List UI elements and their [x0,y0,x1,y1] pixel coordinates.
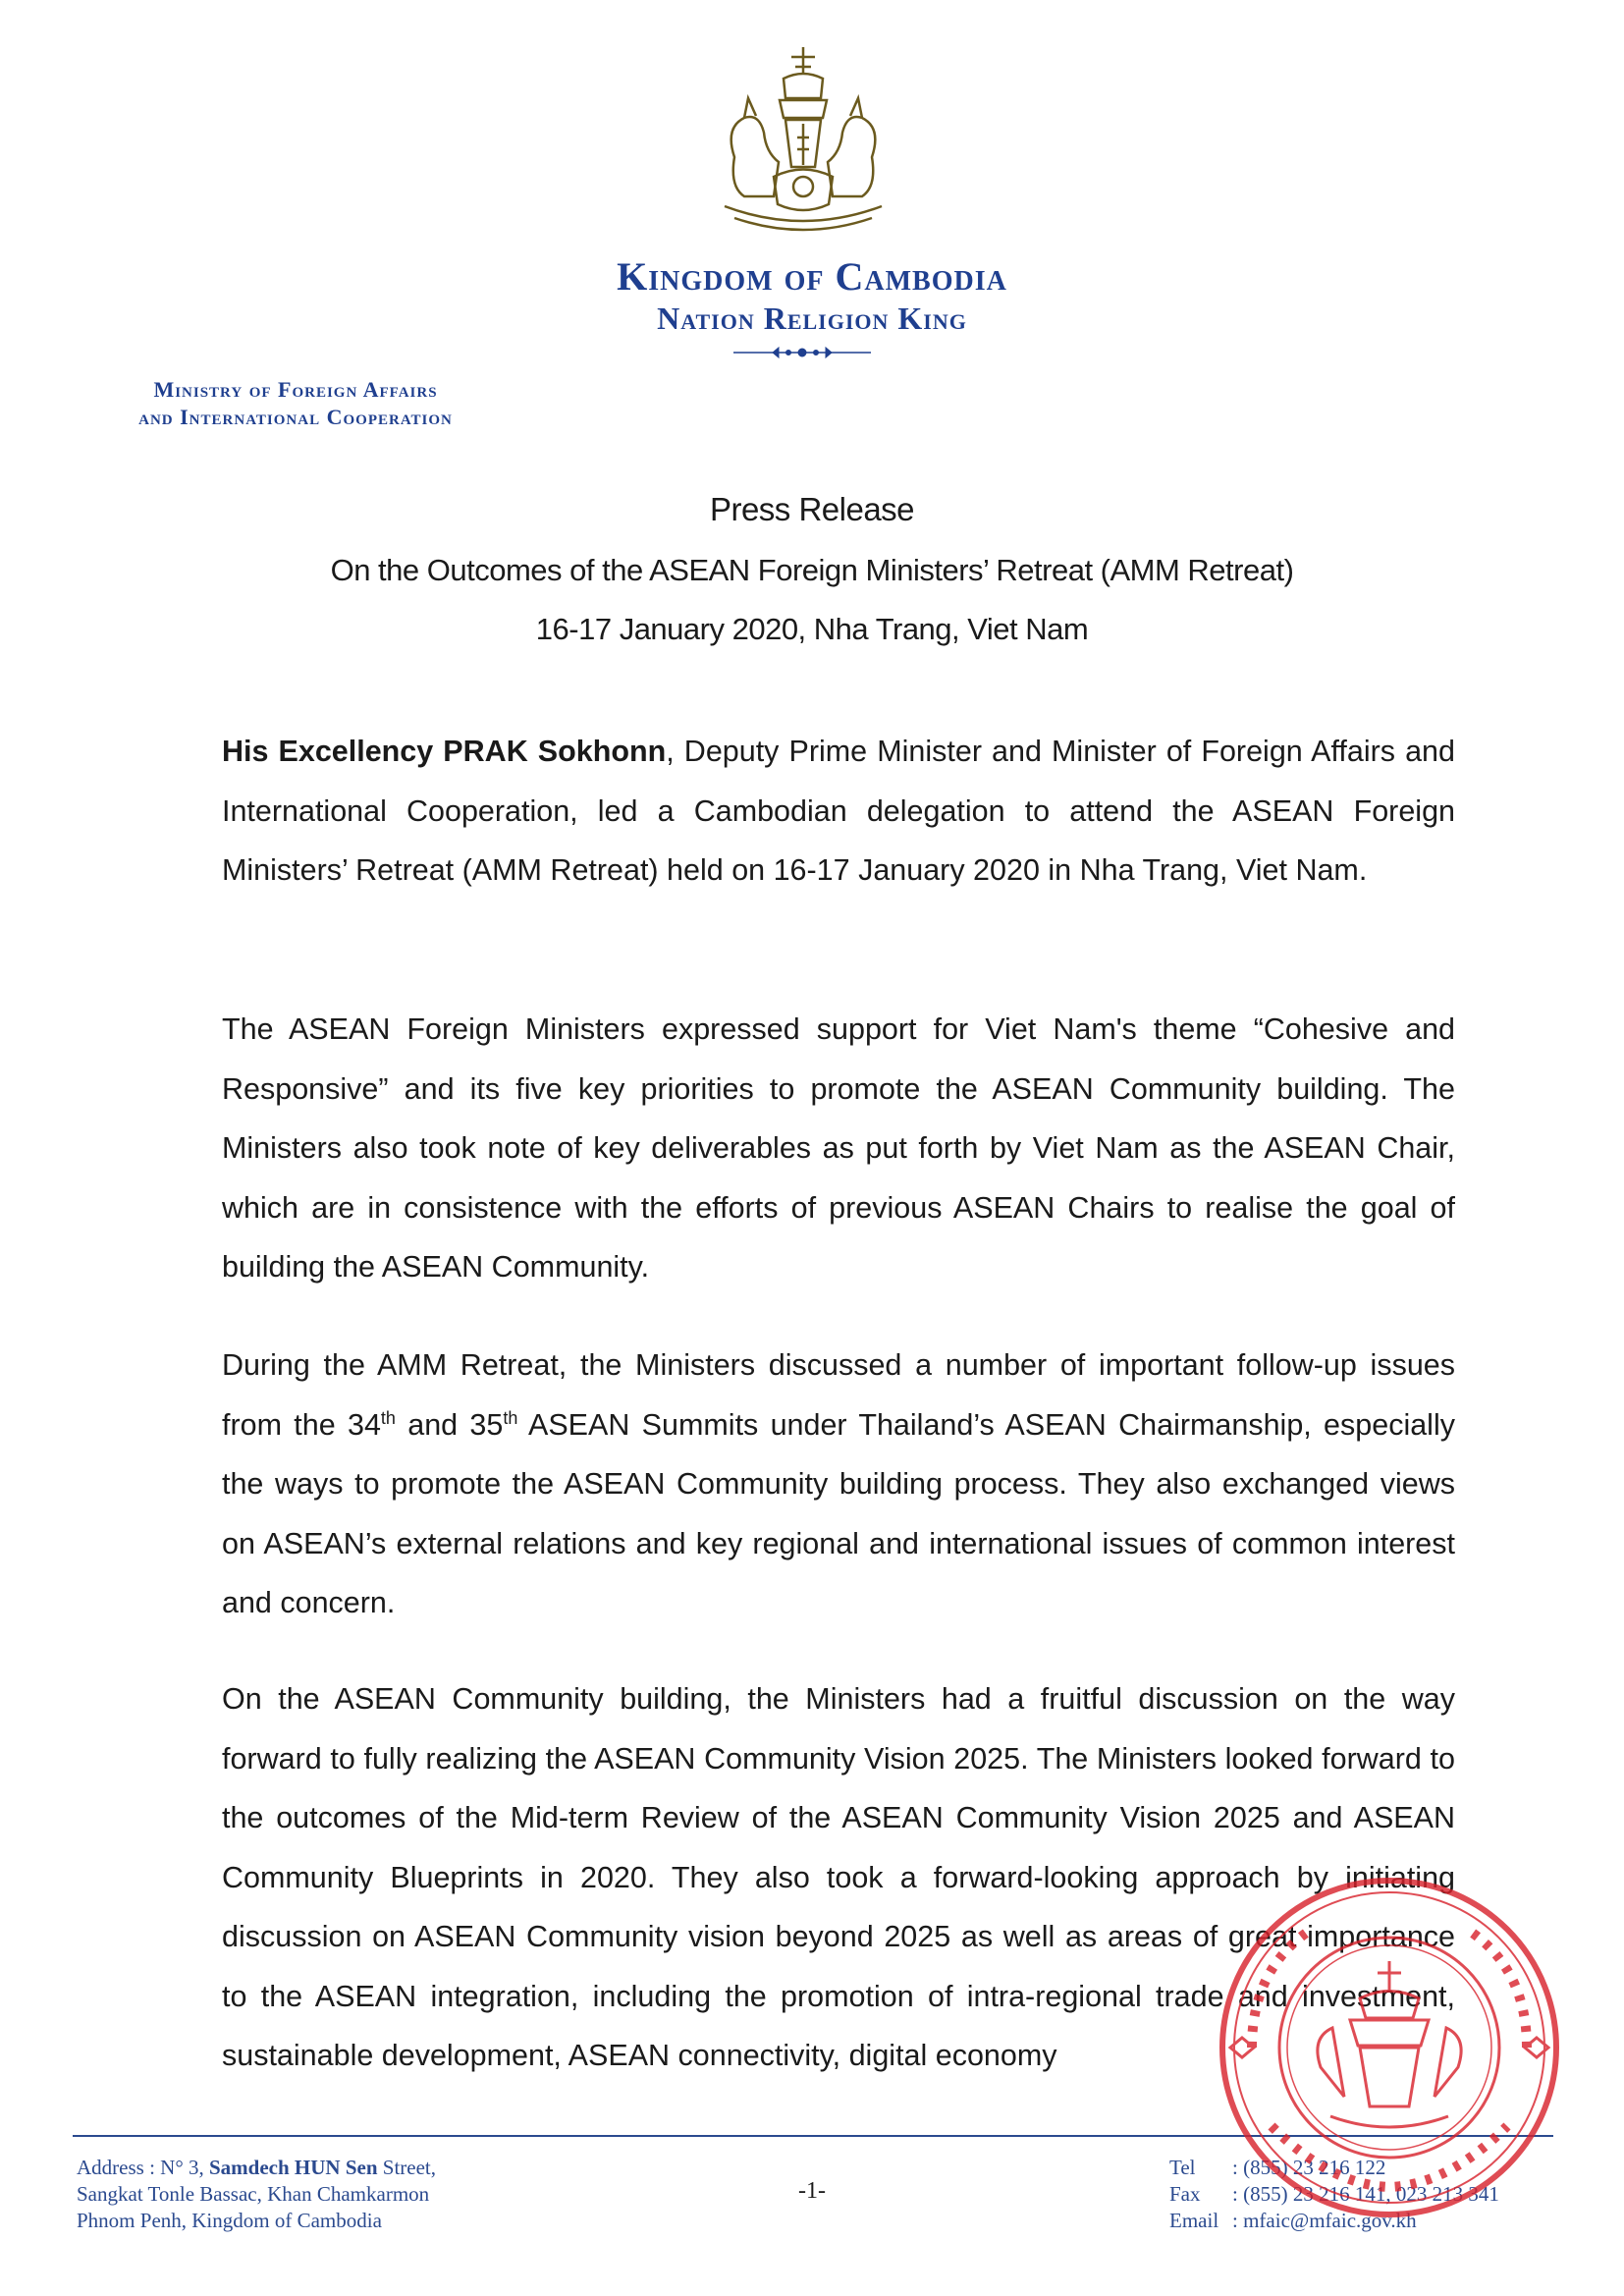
footer-address [77,2155,587,2234]
email-label: Email [1169,2209,1219,2232]
paragraph-1 [222,722,1455,901]
ordinal-suffix: th [503,1407,518,1428]
fax-label: Fax [1169,2182,1201,2206]
tel-label: Tel [1169,2156,1196,2179]
email-value: : mfaic@mfaic.gov.kh [1232,2209,1417,2232]
address-line3: Phnom Penh, Kingdom of Cambodia [77,2209,382,2232]
page-number: -1- [798,2178,826,2204]
paragraph-3 [222,1336,1455,1633]
paragraph-3-text-c: ASEAN Summits under Thailand’s ASEAN Chairmanship, especially the ways to promote the ASEAN Community building process. They also exchanged views on ASEAN’s external relations and key regional and international issues of common interest and concern. [222,1407,1455,1619]
press-release-title: Press Release [709,491,915,527]
tel-value: : (855) 23 216 122 [1232,2156,1386,2179]
paragraph-2: The ASEAN Foreign Ministers expressed support for Viet Nam's theme “Cohesive and Responsive” and its five key priorities to promote the ASEAN Community building. The Ministers also took note of key deliverables as put forth by Viet Nam as the ASEAN Chair, which are in consistence with the efforts of previous ASEAN Chairs to realise the goal of building the ASEAN Community. [222,1012,1455,1284]
paragraph-4: On the ASEAN Community building, the Ministers had a fruitful discussion on the way forward to fully realizing the ASEAN Community Vision 2025. The Ministers looked forward to the outcomes of the Mid-term Review of the ASEAN Community Vision 2025 and ASEAN Community Blueprints in 2020. They also took a forward-looking approach by initiating discussion on ASEAN Community vision beyond 2025 as well as areas of great importance to the ASEAN integration, including the promotion of intra-regional trade and investment, sustainable development, ASEAN connectivity, digital economy [222,1682,1455,2072]
fax-value: : (855) 23 216 141, 023 213 341 [1232,2182,1499,2206]
ministry-name-line2: and International Cooperation [138,405,453,429]
paragraph-1-text: , Deputy Prime Minister and Minister of Foreign Affairs and International Cooperation, led a Cambodian delegation to attend the ASEAN Foreign Ministers’ Retreat (AMM Retreat) held on 16-17 January 2020 in Nha Trang, Viet Nam. [222,735,1455,887]
ornament-divider-icon [733,346,871,359]
ministry-name-line1: Ministry of Foreign Affairs [153,377,438,402]
kingdom-title: Kingdom of Cambodia [617,254,1007,299]
address-line2: Sangkat Tonle Bassac, Khan Chamkarmon [77,2182,430,2206]
paragraph-1-lead: His Excellency PRAK Sokhonn [222,735,667,768]
official-red-seal-icon [1213,1871,1566,2224]
ordinal-suffix: th [380,1407,396,1428]
royal-arms-of-cambodia-icon [705,39,901,246]
address-street-name: Samdech HUN Sen [208,2156,378,2179]
kingdom-motto: Nation Religion King [657,301,967,336]
press-release-subtitle: On the Outcomes of the ASEAN Foreign Ministers’ Retreat (AMM Retreat) [330,553,1294,587]
address-street-suffix: Street, [377,2156,436,2179]
address-prefix: Address : N° 3, [77,2156,209,2179]
press-release-date: 16-17 January 2020, Nha Trang, Viet Nam [535,612,1089,646]
paragraph-3-text-b: and 35 [395,1407,504,1442]
paragraph-3-text-a: During the AMM Retreat, the Ministers discussed a number of important follow-up issues from the 34 [222,1348,1455,1442]
